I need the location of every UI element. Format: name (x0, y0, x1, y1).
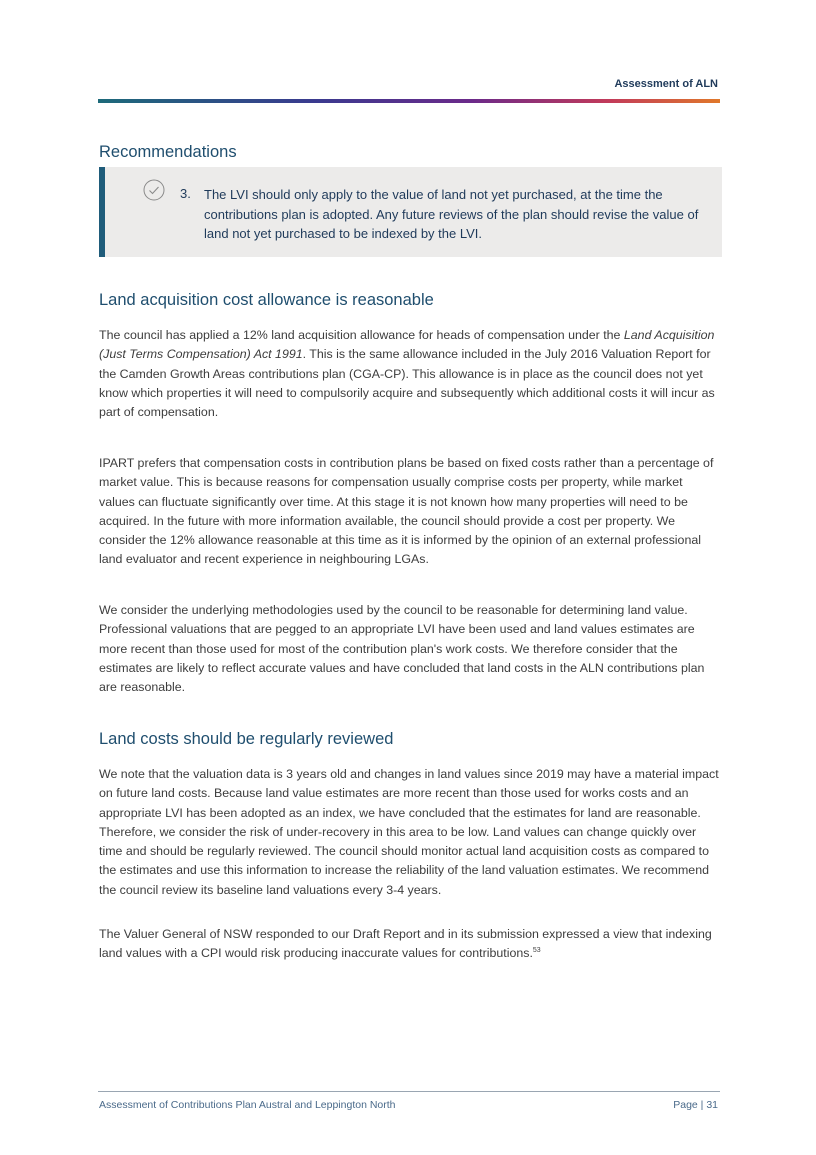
footer-document-title: Assessment of Contributions Plan Austral and Leppington North (99, 1099, 396, 1111)
paragraph-ipart-preference: IPART prefers that compensation costs in contribution plans be based on fixed costs rather than a percentage of market value. This is because reasons for compensation usually comprise costs per property, while market values can fluctuate significantly over time. At this stage it is not known how many properties will need to be acquired. In the future with more information available, the council should provide a cost per property. We consider the 12% allowance reasonable at this time as it is informed by the opinion of an external professional land evaluator and recent experience in neighbouring LGAs. (99, 456, 714, 567)
footer-page-number: Page | 31 (673, 1099, 718, 1111)
paragraph-text: The Valuer General of NSW responded to our Draft Report and in its submission expressed a view that indexing land values with a CPI would risk producing inaccurate values for contributions. (99, 927, 712, 961)
section-heading-land-acquisition: Land acquisition cost allowance is reasonable (99, 291, 434, 309)
paragraph-text: The council has applied a 12% land acquisition allowance for heads of compensation under the (99, 328, 624, 342)
recommendation-box (99, 167, 722, 257)
recommendation-text: The LVI should only apply to the value of land not yet purchased, at the time the contributions plan is adopted. Any future reviews of the plan should revise the value of land not yet purchased to be indexed by the LVI. (204, 187, 699, 241)
act-title: Land Acquisition (Just Terms Compensation) Act 1991 (99, 328, 715, 362)
paragraph-valuation-data: We note that the valuation data is 3 years old and changes in land values since 2019 may have a material impact on future land costs. Because land value estimates are more recent than those used for works costs and an appropriate LVI has been adopted as an index, we have concluded that the estimates for land are reasonable. Therefore, we consider the risk of under-recovery in this area to be low. Land values can change quickly over time and should be regularly reviewed. The council should monitor actual land acquisition costs as compared to the estimates and use this information to increase the reliability of the land valuation estimates. We recommend the council review its baseline land valuations every 3-4 years. (99, 767, 719, 897)
recommendations-heading: Recommendations (99, 143, 237, 161)
header-gradient-rule (98, 99, 720, 103)
section-heading-land-costs-review: Land costs should be regularly reviewed (99, 730, 394, 748)
footer-rule (98, 1091, 720, 1092)
paragraph-valuer-general (99, 925, 721, 964)
footnote-ref[interactable]: 53 (532, 947, 541, 955)
paragraph-methodology: We consider the underlying methodologies used by the council to be reasonable for determining land value. Professional valuations that are pegged to an appropriate LVI have been used and land values estimates are more recent than those used for most of the contribution plan's work costs. We therefore consider that the estimates are likely to reflect accurate values and have concluded that land costs in the ALN contributions plan are reasonable. (99, 603, 705, 695)
running-header: Assessment of ALN (614, 78, 718, 90)
paragraph-text: . This is the same allowance included in the July 2016 Valuation Report for the Camden Growth Areas contributions plan (CGA-CP). This allowance is in place as the council does not yet know which properties it will need to compulsorily acquire and subsequently which additional costs it will incur as part of compensation. (99, 347, 715, 420)
check-circle-icon (143, 179, 165, 201)
paragraph-allowance (99, 326, 721, 422)
recommendation-number: 3. (180, 186, 191, 201)
